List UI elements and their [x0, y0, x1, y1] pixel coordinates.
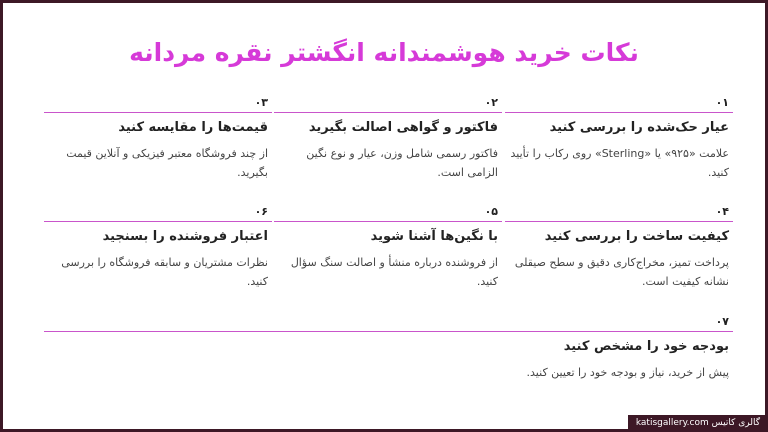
tip-heading: اعتبار فروشنده را بسنجید — [102, 229, 268, 244]
tip-divider — [274, 221, 502, 222]
tip-number: ۰۶ — [254, 205, 268, 218]
tip-number: ۰۷ — [715, 315, 729, 328]
tip-description: فاکتور رسمی شامل وزن، عیار و نوع نگین الزامی است. — [306, 147, 498, 179]
tip-description: نظرات مشتریان و سابقه فروشگاه را بررسی کنید. — [61, 256, 268, 288]
tip-description: از فروشنده درباره منشأ و اصالت سنگ سؤال کنید. — [290, 256, 498, 288]
tip-divider — [505, 221, 733, 222]
tip-heading: قیمت‌ها را مقایسه کنید — [118, 120, 268, 135]
watermark — [628, 415, 768, 432]
tip-number: ۰۱ — [715, 96, 729, 109]
tip-number: ۰۲ — [484, 96, 498, 109]
page-title: نکات خرید هوشمندانه انگشتر نقره مردانه — [129, 38, 639, 67]
tip-divider — [274, 112, 502, 113]
watermark-site: katisgallery.com — [635, 418, 709, 428]
tip-description: پیش از خرید، نیاز و بودجه خود را تعیین کنید. — [526, 366, 729, 379]
tip-heading: کیفیت ساخت را بررسی کنید — [544, 229, 729, 244]
tip-description: از چند فروشگاه معتبر فیزیکی و آنلاین قیمت بگیرید. — [66, 147, 268, 179]
slide — [3, 3, 765, 429]
watermark-name: گالری کاتیس — [711, 418, 760, 428]
tip-divider — [44, 221, 272, 222]
tip-number: ۰۴ — [715, 205, 729, 218]
tip-divider — [44, 112, 272, 113]
tip-heading: بودجه خود را مشخص کنید — [563, 339, 729, 354]
tip-heading: با نگین‌ها آشنا شوید — [370, 229, 498, 244]
tip-number: ۰۵ — [484, 205, 498, 218]
tip-heading: عیار حک‌شده را بررسی کنید — [549, 120, 729, 135]
tip-description: پرداخت تمیز، مخراج‌کاری دقیق و سطح صیقلی نشانه کیفیت است. — [514, 256, 729, 288]
tip-divider — [505, 112, 733, 113]
tip-description: علامت «۹۲۵» یا «Sterling» روی رکاب را تأیید کنید. — [510, 147, 729, 179]
tip-divider — [44, 331, 733, 332]
tip-heading: فاکتور و گواهی اصالت بگیرید — [308, 120, 498, 135]
tip-number: ۰۳ — [254, 96, 268, 109]
